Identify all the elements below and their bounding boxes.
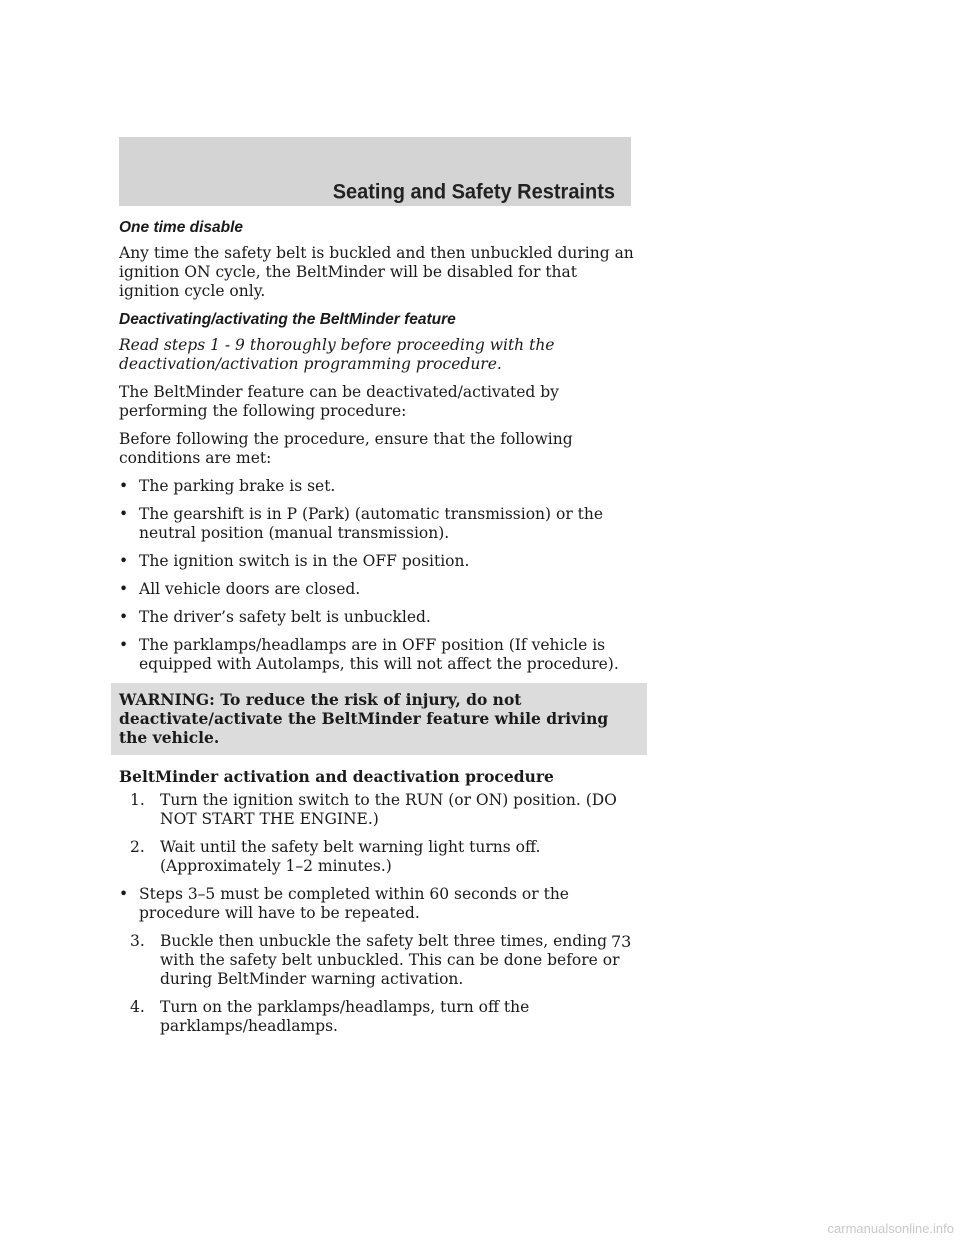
list-item	[119, 552, 639, 571]
step-text: Steps 3–5 must be completed within 60 seconds or the procedure will have to be repeated.	[139, 885, 569, 922]
bullet-icon: •	[119, 608, 129, 626]
condition-text: The parklamps/headlamps are in OFF position (If vehicle is equipped with Autolamps, this will not affect the procedure).	[139, 636, 619, 673]
bullet-icon: •	[119, 505, 129, 523]
step-text: Wait until the safety belt warning light turns off. (Approximately 1–2 minutes.)	[160, 838, 541, 875]
condition-text: The gearshift is in P (Park) (automatic transmission) or the neutral position (manual transmission).	[139, 505, 604, 542]
procedure-step	[131, 791, 639, 829]
paragraph-intro: The BeltMinder feature can be deactivated/activated by performing the following procedure:	[119, 383, 559, 420]
bullet-icon: •	[119, 885, 129, 903]
step-text: Turn the ignition switch to the RUN (or ON) position. (DO NOT START THE ENGINE.)	[160, 791, 617, 828]
condition-text: The driver’s safety belt is unbuckled.	[139, 608, 431, 626]
list-item	[119, 580, 639, 599]
list-item	[119, 477, 639, 496]
condition-text: The ignition switch is in the OFF position.	[139, 552, 470, 570]
section-header-band	[119, 137, 631, 206]
paragraph-conditions-intro: Before following the procedure, ensure that the following conditions are met:	[119, 430, 573, 467]
procedure-step	[131, 932, 639, 989]
step-text: Buckle then unbuckle the safety belt three times, ending with the safety belt unbuckled. This can be done before or during BeltMinder warning activation.	[160, 932, 620, 988]
conditions-list	[119, 477, 639, 674]
condition-text: The parking brake is set.	[139, 477, 336, 495]
step-marker: 4.	[130, 998, 145, 1016]
list-item	[119, 636, 639, 674]
procedure-title: BeltMinder activation and deactivation procedure	[119, 767, 554, 786]
step-marker: 3.	[130, 932, 145, 950]
procedure-step	[131, 838, 639, 876]
paragraph-read-steps-note: Read steps 1 - 9 thoroughly before proceeding with the deactivation/activation programming procedure.	[119, 336, 555, 373]
page-number: 73	[611, 932, 632, 951]
warning-text: WARNING: To reduce the risk of injury, do not deactivate/activate the BeltMinder feature while driving the vehicle.	[119, 690, 609, 747]
step-marker: 1.	[130, 791, 145, 809]
warning-box	[111, 683, 647, 755]
bullet-icon: •	[119, 636, 129, 654]
section-title: Seating and Safety Restraints	[332, 180, 615, 204]
list-item	[119, 608, 639, 627]
step-marker: 2.	[130, 838, 145, 856]
condition-text: All vehicle doors are closed.	[139, 580, 361, 598]
procedure-step	[131, 998, 639, 1036]
procedure-steps	[119, 791, 639, 1036]
bullet-icon: •	[119, 580, 129, 598]
page-content	[119, 218, 639, 1045]
bullet-icon: •	[119, 477, 129, 495]
heading-one-time-disable: One time disable	[119, 219, 244, 236]
watermark: carmanualsonline.info	[827, 1221, 954, 1236]
bullet-icon: •	[119, 552, 129, 570]
procedure-step	[119, 885, 639, 923]
list-item	[119, 505, 639, 543]
heading-deactivating: Deactivating/activating the BeltMinder feature	[119, 311, 456, 328]
paragraph-one-time-disable: Any time the safety belt is buckled and then unbuckled during an ignition ON cycle, the BeltMinder will be disabled for that ignition cycle only.	[119, 244, 634, 300]
step-text: Turn on the parklamps/headlamps, turn off the parklamps/headlamps.	[160, 998, 530, 1035]
